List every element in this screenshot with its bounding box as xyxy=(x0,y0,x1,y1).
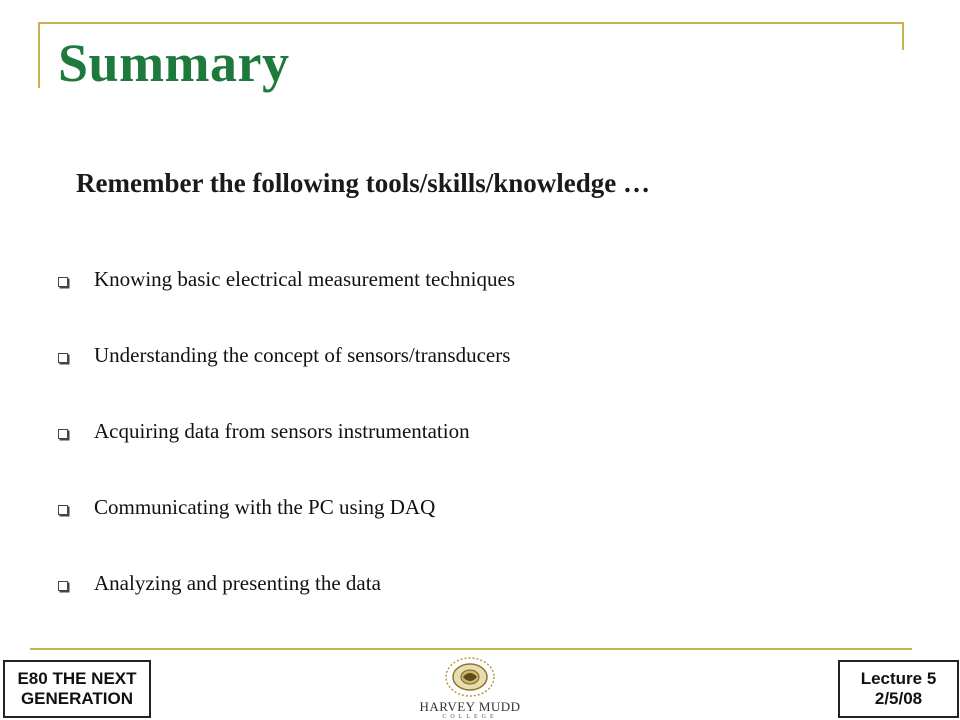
lecture-label-box xyxy=(838,660,959,718)
bullet-text: Communicating with the PC using DAQ xyxy=(94,495,436,519)
course-label-line2: GENERATION xyxy=(20,689,134,708)
square-bullet-icon xyxy=(58,581,68,591)
slide-subtitle: Remember the following tools/skills/knowledge … xyxy=(76,168,651,198)
bullet-text: Analyzing and presenting the data xyxy=(94,571,381,595)
lecture-date: 2/5/08 xyxy=(874,689,923,708)
bullet-text: Acquiring data from sensors instrumentation xyxy=(94,419,470,443)
list-item xyxy=(58,339,515,415)
square-bullet-icon xyxy=(58,277,68,287)
bullet-list xyxy=(58,263,515,643)
course-label-box xyxy=(3,660,151,718)
list-item xyxy=(58,263,515,339)
footer-divider xyxy=(30,648,912,650)
bullet-text: Knowing basic electrical measurement techniques xyxy=(94,267,516,291)
course-label-line1: E80 THE NEXT xyxy=(17,669,137,688)
slide-title: Summary xyxy=(58,33,290,93)
college-seal-icon xyxy=(438,655,502,699)
square-bullet-icon xyxy=(58,429,68,439)
square-bullet-icon xyxy=(58,353,68,363)
top-border-line xyxy=(38,22,904,24)
bullet-text: Understanding the concept of sensors/transducers xyxy=(94,343,511,367)
list-item xyxy=(58,491,515,567)
right-border-line xyxy=(902,22,904,50)
logo-subtext: COLLEGE xyxy=(442,714,498,720)
list-item xyxy=(58,415,515,491)
left-border-line xyxy=(38,22,40,88)
list-item xyxy=(58,567,515,643)
college-logo xyxy=(410,655,530,719)
logo-wordmark: HARVEY MUDD xyxy=(419,699,521,714)
square-bullet-icon xyxy=(58,505,68,515)
lecture-number: Lecture 5 xyxy=(860,669,937,688)
